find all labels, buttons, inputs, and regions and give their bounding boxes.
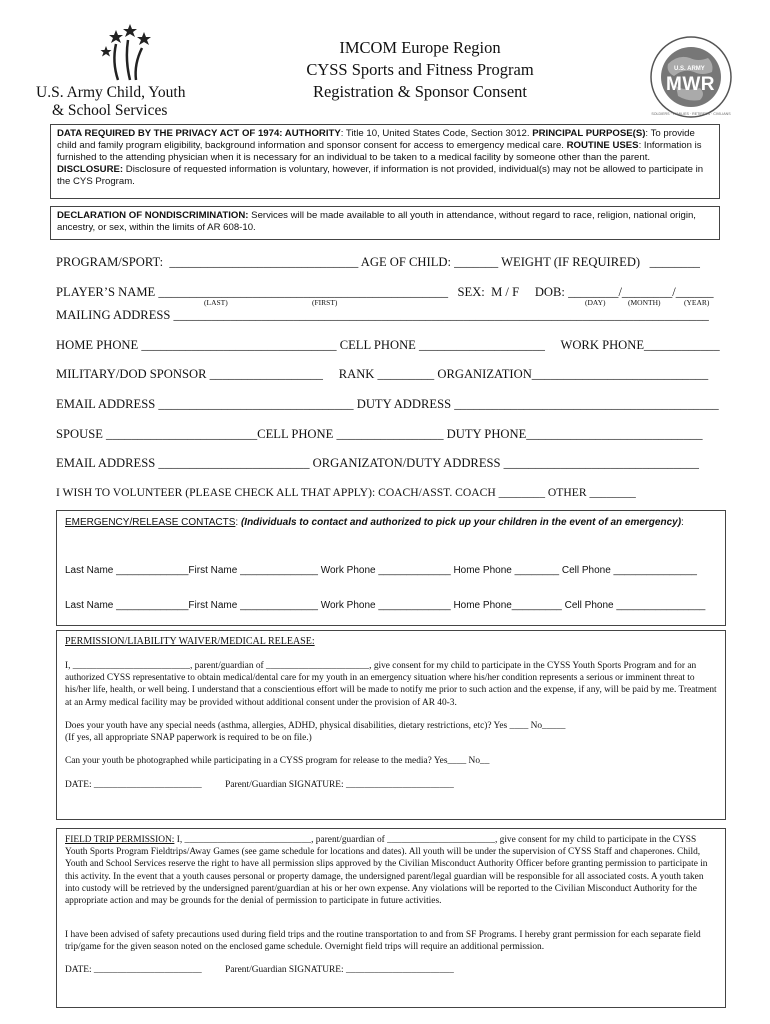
title-line2: CYSS Sports and Fitness Program	[306, 60, 534, 79]
field-trip-text[interactable]: FIELD TRIP PERMISSION: I, ___________________________, parent/guardian of _______________________, give consent for my child to participate in the CYSS Youth Sports Program Fieldtrips/Away Games (see game schedule for locations and dates). All youth will be under the supervision of CYSS Staff and chaperones. Child, Youth and School Services reserve the right to have all permission slips approved by the Civilian Misconduct Authority Officer before granting permission to participate in this activity. In the event that a youth causes personal or property damage, the undersigned parent/legal guardian will be responsible for all associated costs. A youth taken into custody will be retrieved by the undersigned parent/guardian at his or her own expense. Any violations will be reported to the Civilian Misconduct Authority for the appropriate action and may be grounds for the denial of permission to participate in future activities.	[65, 835, 708, 907]
logo-line1: U.S. Army Child, Youth	[36, 84, 186, 101]
special-needs-question[interactable]: Does your youth have any special needs (asthma, allergies, ADHD, physical disabilities, dietary restrictions, etc)? Yes ____ No_____	[65, 721, 566, 731]
mwr-main-text: MWR	[666, 74, 715, 95]
photo-question[interactable]: Can your youth be photographed while participating in a CYSS program for release to the media? Yes____ No__	[65, 756, 490, 766]
cyss-logo	[36, 22, 196, 122]
routine-uses-text: : Information is furnished to the attending physician when it is necessary for an individual to be taken to a medical facility by someone other than the parent.	[57, 140, 702, 163]
star-figures-icon	[86, 22, 166, 84]
program-sport-row[interactable]: PROGRAM/SPORT: ______________________________ AGE OF CHILD: _______ WEIGHT (IF REQUIRED) ________	[56, 255, 700, 269]
title-line1: IMCOM Europe Region	[339, 38, 501, 57]
players-name-row[interactable]: PLAYER’S NAME ______________________________________________ SEX: M / F DOB: ________/________/______	[56, 285, 714, 299]
logo-line2: & School Services	[52, 102, 168, 119]
mwr-logo	[648, 34, 734, 120]
year-label: (YEAR)	[684, 298, 710, 307]
first-label: (FIRST)	[312, 298, 338, 307]
home-phone-row[interactable]: HOME PHONE _______________________________ CELL PHONE ____________________ WORK PHONE____________	[56, 338, 720, 352]
disclosure-heading: DISCLOSURE:	[57, 164, 124, 175]
principal-purpose-heading: PRINCIPAL PURPOSE(S)	[532, 128, 646, 139]
field-trip-heading: FIELD TRIP PERMISSION:	[65, 835, 175, 845]
privacy-heading: DATA REQUIRED BY THE PRIVACY ACT OF 1974: AUTHORITY	[57, 128, 341, 139]
nondiscrimination-text: Services will be made available to all youth in attendance, without regard to race, religion, national origin, ancestry, or sex, within the limits of AR 608-10.	[57, 210, 696, 233]
field-trip-box	[56, 828, 726, 1008]
waiver-box	[56, 630, 726, 820]
principal-purpose-text: : To provide child and family program eligibility, background information and sponsor consent for access to emergency medical care.	[57, 128, 695, 151]
volunteer-row[interactable]: I WISH TO VOLUNTEER (PLEASE CHECK ALL THAT APPLY): COACH/ASST. COACH ________ OTHER ________	[56, 486, 636, 499]
snap-note: (If yes, all appropriate SNAP paperwork is required to be on file.)	[65, 733, 312, 743]
nondiscrimination-box	[50, 206, 720, 240]
waiver-date-signature[interactable]: DATE: _______________________ Parent/Guardian SIGNATURE: _______________________	[65, 780, 454, 790]
privacy-act-box	[50, 124, 720, 199]
emergency-contact-row-2[interactable]: Last Name _____________First Name ______________ Work Phone _____________ Home Phone_________ Cell Phone ________________	[65, 600, 706, 611]
title-line3: Registration & Sponsor Consent	[312, 82, 528, 101]
military-sponsor-row[interactable]: MILITARY/DOD SPONSOR __________________ RANK _________ ORGANIZATION____________________________	[56, 367, 709, 381]
disclosure-text: Disclosure of requested information is voluntary, however, if information is not provided, individual(s) may not be allowed to participate in the CYS Program.	[57, 164, 704, 187]
privacy-authority: : Title 10, United States Code, Section 3012.	[340, 128, 533, 139]
mailing-address-row[interactable]: MAILING ADDRESS _____________________________________________________________________________________	[56, 308, 709, 322]
email-address-row[interactable]: EMAIL ADDRESS _______________________________ DUTY ADDRESS __________________________________________	[56, 397, 719, 411]
waiver-consent-text[interactable]: I, _________________________, parent/guardian of ______________________, give consent for my child to participate in the CYSS Youth Sports Program and for an authorized CYSS representative to obtain medical/dental care for my youth in an emergency situation where his/her condition represents a serious or imminent threat to his/her life, health, or well being. I understand that a conscientious effort will be made to notify me prior to such action and the expense, if any, will be paid by me. Treatment at an Army medical facility may be provided without additional consent under the provision of AR 40-3.	[65, 661, 717, 708]
spouse-email-row[interactable]: EMAIL ADDRESS ________________________ ORGANIZATON/DUTY ADDRESS _______________________________	[56, 456, 699, 470]
field-trip-safety-text: I have been advised of safety precautions used during field trips and the routine transportation to and from SF Programs. I hereby grant permission for each separate field trip/game for the given season noted on the enclosed game schedule. Overnight field trips will require an additional permission.	[65, 930, 701, 953]
mwr-ring-text: SOLDIERS · FAMILIES · RETIREES · CIVILIANS	[651, 112, 731, 116]
emergency-heading: EMERGENCY/RELEASE CONTACTS: (Individuals to contact and authorized to pick up your children in the event of an emergency):	[65, 517, 684, 528]
emergency-contact-row-1[interactable]: Last Name _____________First Name ______________ Work Phone _____________ Home Phone ________ Cell Phone _______________	[65, 565, 697, 576]
emergency-contacts-box	[56, 510, 726, 626]
routine-uses-heading: ROUTINE USES	[566, 140, 639, 151]
month-label: (MONTH)	[628, 298, 661, 307]
nondiscrimination-heading: DECLARATION OF NONDISCRIMINATION:	[57, 210, 249, 221]
day-label: (DAY)	[585, 298, 606, 307]
mwr-top-text: U.S. ARMY	[674, 66, 705, 72]
spouse-row[interactable]: SPOUSE ________________________CELL PHONE _________________ DUTY PHONE____________________________	[56, 427, 703, 441]
waiver-heading: PERMISSION/LIABILITY WAIVER/MEDICAL RELEASE:	[65, 636, 315, 647]
last-label: (LAST)	[204, 298, 228, 307]
field-trip-date-signature[interactable]: DATE: _______________________ Parent/Guardian SIGNATURE: _______________________	[65, 965, 454, 975]
